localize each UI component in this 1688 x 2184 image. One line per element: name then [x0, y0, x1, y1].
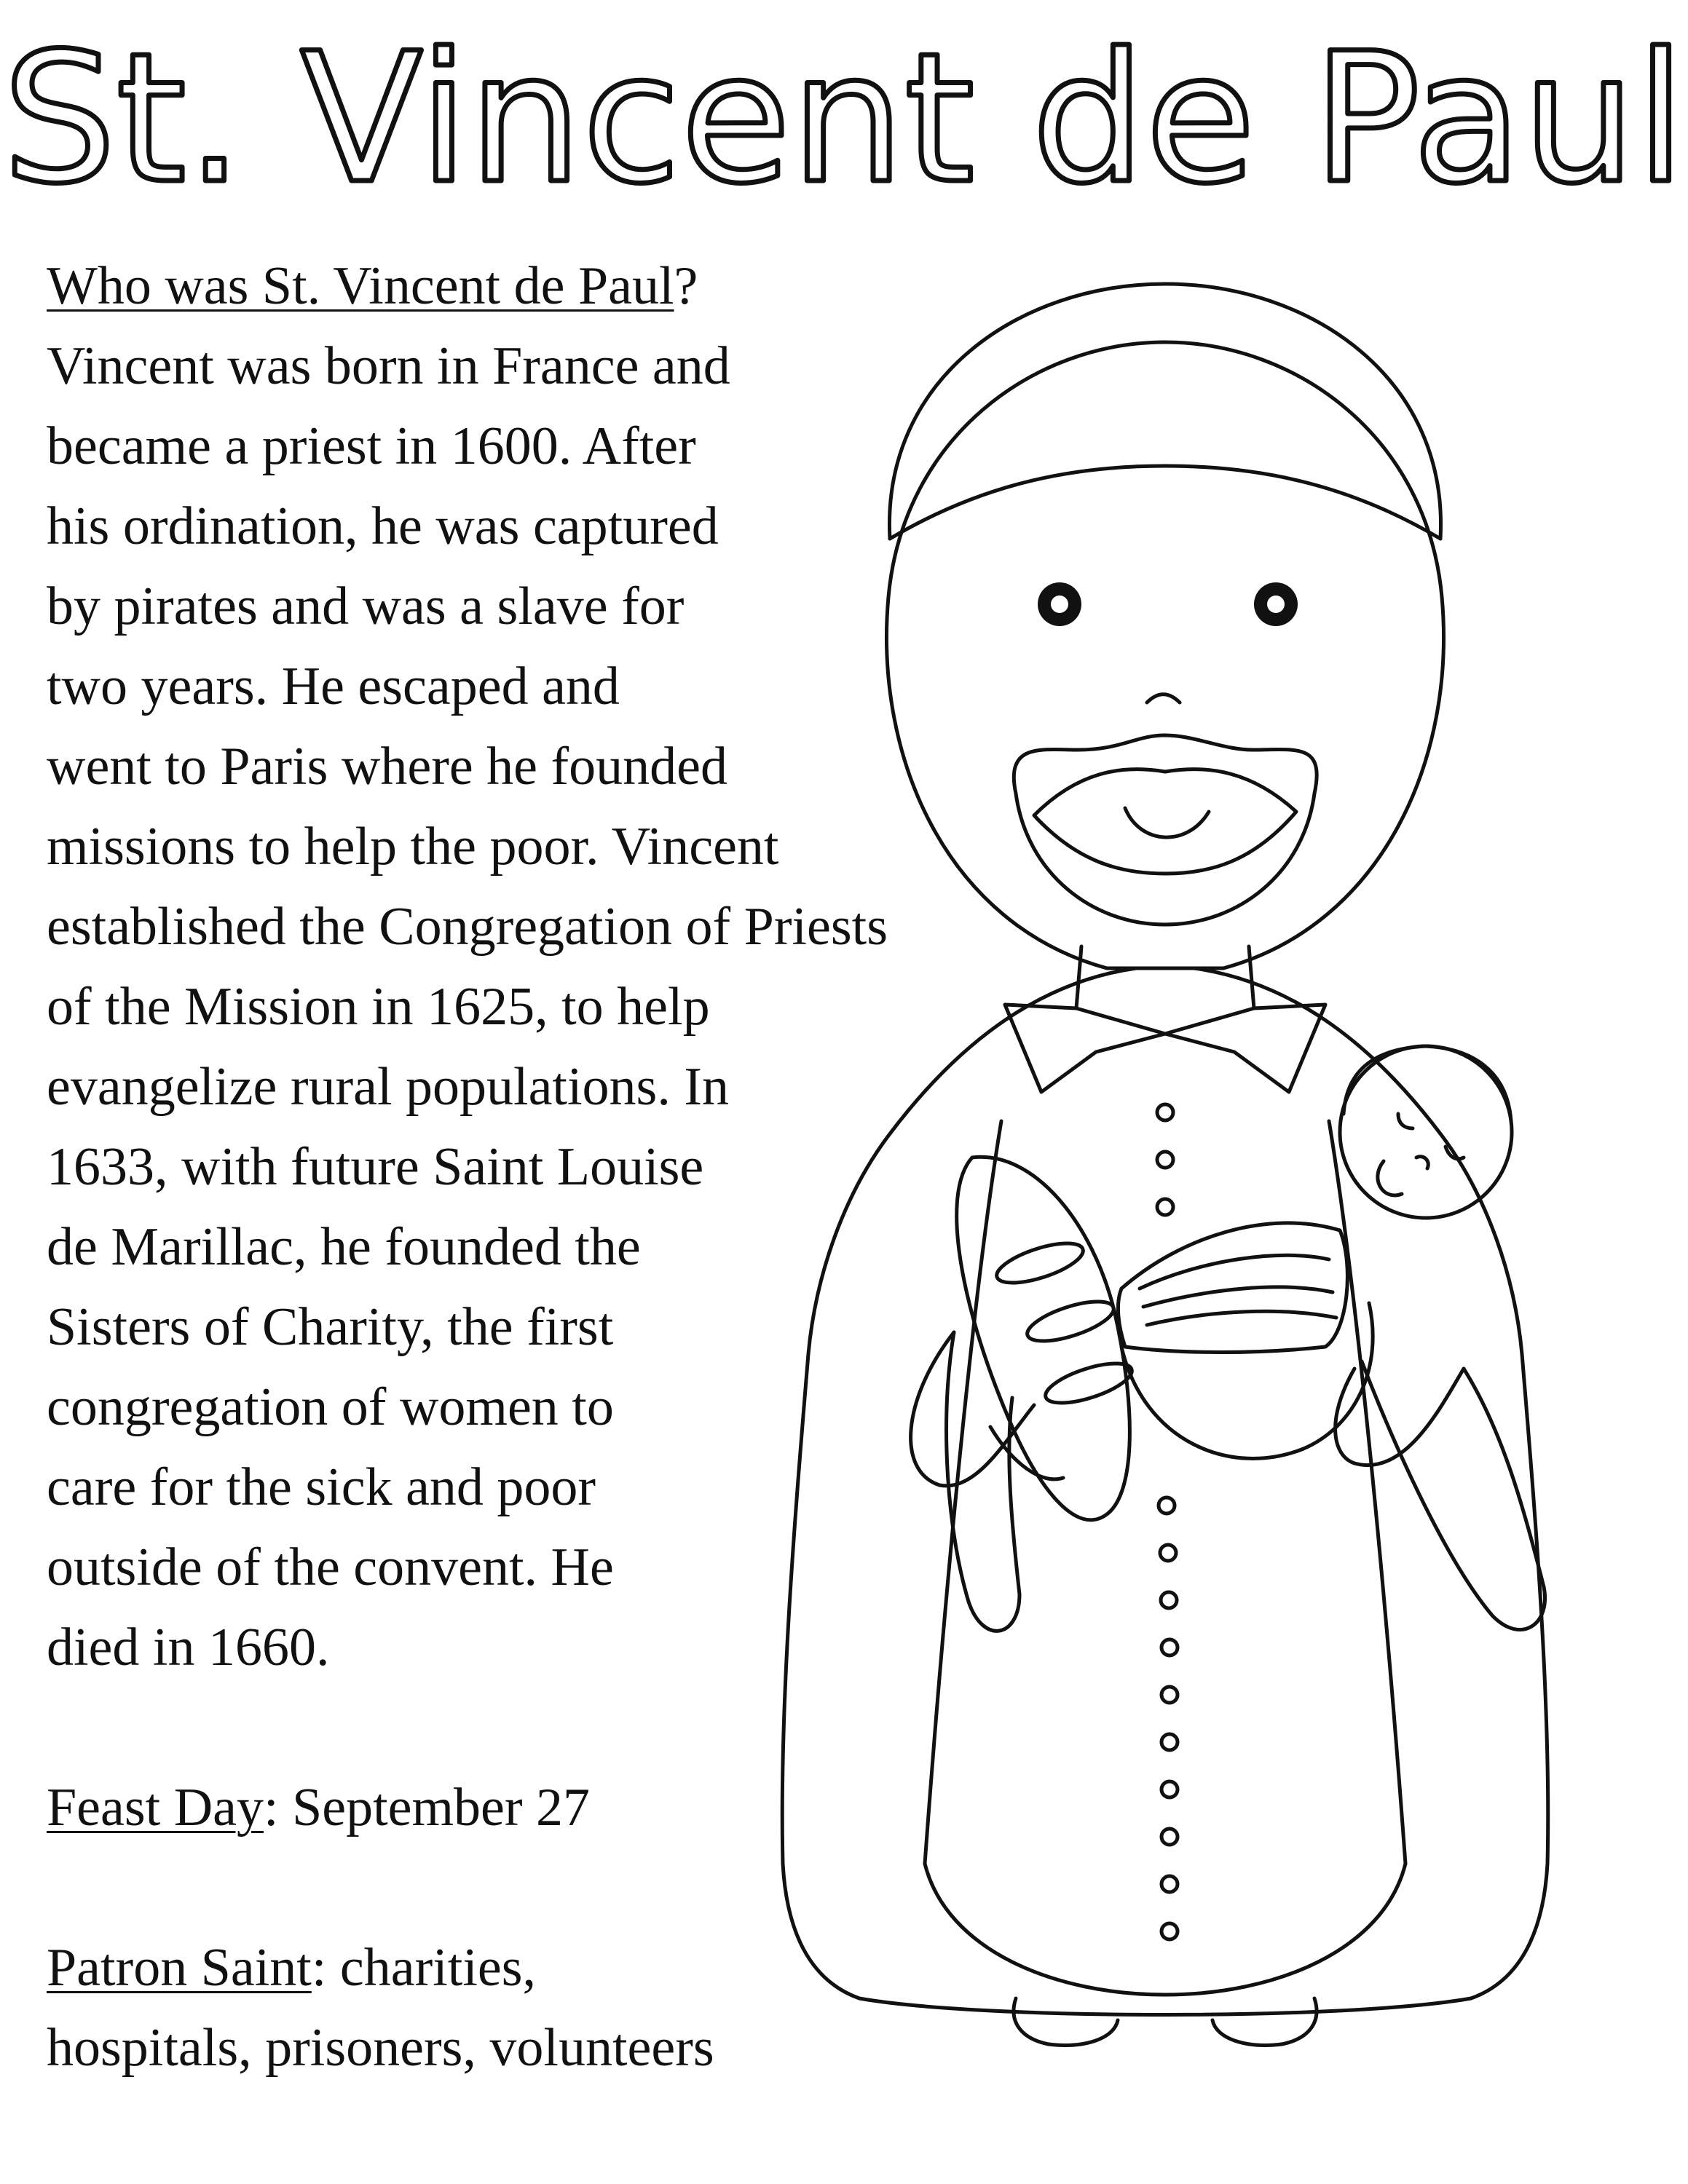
left-sleeve: [911, 1332, 1034, 1486]
baby-eye: [1398, 1114, 1413, 1128]
smile: [1125, 808, 1209, 837]
mouth-outline: [1034, 769, 1296, 874]
baby-hair: [1344, 1046, 1511, 1121]
patron-saint-value-1: charities,: [326, 1938, 537, 1998]
robe-button: [1162, 1639, 1178, 1655]
robe-button: [1162, 1781, 1178, 1797]
bio-line: died in 1660.: [47, 1618, 330, 1677]
cloak-outline: [782, 968, 1548, 2015]
bread-slash: [993, 1235, 1087, 1291]
bio-line: established the Congregation of Priests: [47, 897, 888, 957]
feast-day-label: Feast Day: [47, 1778, 264, 1837]
robe-button: [1162, 1734, 1178, 1750]
bio-line: by pirates and was a slave for: [47, 577, 685, 636]
bio-line: his ordination, he was captured: [47, 496, 719, 556]
robe-button: [1162, 1923, 1178, 1939]
patron-saint-label: Patron Saint: [47, 1938, 312, 1998]
robe-button: [1159, 1497, 1175, 1514]
feast-day-value: September 27: [278, 1778, 591, 1837]
title-text: St. Vincent de Paul: [2, 15, 1686, 211]
patron-saint-separator: :: [311, 1938, 327, 1998]
saint-illustration: [728, 248, 1688, 2111]
robe-button: [1157, 1104, 1173, 1120]
bread-loaf: [957, 1157, 1130, 1519]
bio-line: evangelize rural populations. In: [47, 1057, 729, 1117]
bio-line: congregation of women to: [47, 1377, 614, 1437]
bio-line: missions to help the poor. Vincent: [47, 817, 779, 877]
blanket-fold: [1147, 1311, 1336, 1325]
bio-line: Vincent was born in France and: [47, 336, 730, 396]
robe-hem: [925, 1864, 1405, 1995]
bio-line: care for the sick and poor: [47, 1457, 596, 1517]
feast-day-separator: :: [264, 1778, 279, 1837]
robe-button: [1160, 1545, 1176, 1561]
patron-saint-value-2: hospitals, prisoners, volunteers: [47, 2018, 714, 2078]
baby-head: [1340, 1046, 1512, 1218]
bread-slash: [1041, 1356, 1136, 1411]
question-mark: ?: [674, 256, 698, 316]
bio-line: 1633, with future Saint Louise: [47, 1137, 704, 1197]
baby-mouth: [1416, 1157, 1428, 1168]
robe-button: [1157, 1152, 1173, 1168]
robe-button: [1162, 1876, 1178, 1892]
bio-line: Sisters of Charity, the first: [47, 1297, 614, 1357]
baby-cheek: [1378, 1161, 1402, 1195]
robe-button: [1162, 1687, 1178, 1703]
beard: [1014, 735, 1317, 925]
hairline: [890, 466, 1440, 539]
blanket-fold: [1140, 1255, 1329, 1289]
bread-slash: [1023, 1294, 1118, 1349]
nose: [1147, 695, 1180, 703]
blanket-fold: [1143, 1287, 1333, 1307]
bio-line: outside of the convent. He: [47, 1538, 614, 1597]
robe-button: [1161, 1592, 1177, 1608]
bio-line: of the Mission in 1625, to help: [47, 977, 710, 1037]
robe-side-left: [925, 1121, 1001, 1864]
question-label: Who was St. Vincent de Paul: [47, 256, 674, 316]
right-arm: [1362, 1361, 1545, 1630]
bio-line: became a priest in 1600. After: [47, 416, 696, 476]
left-foot: [1014, 1998, 1118, 2045]
right-foot: [1212, 1998, 1317, 2045]
collar: [1005, 1005, 1325, 1092]
page-title: [0, 0, 1688, 211]
robe-button: [1162, 1829, 1178, 1845]
neck: [1076, 946, 1254, 1008]
bio-line: de Marillac, he founded the: [47, 1217, 641, 1277]
bio-line: went to Paris where he founded: [47, 737, 728, 796]
bio-line: two years. He escaped and: [47, 657, 620, 716]
robe-button: [1157, 1199, 1173, 1215]
